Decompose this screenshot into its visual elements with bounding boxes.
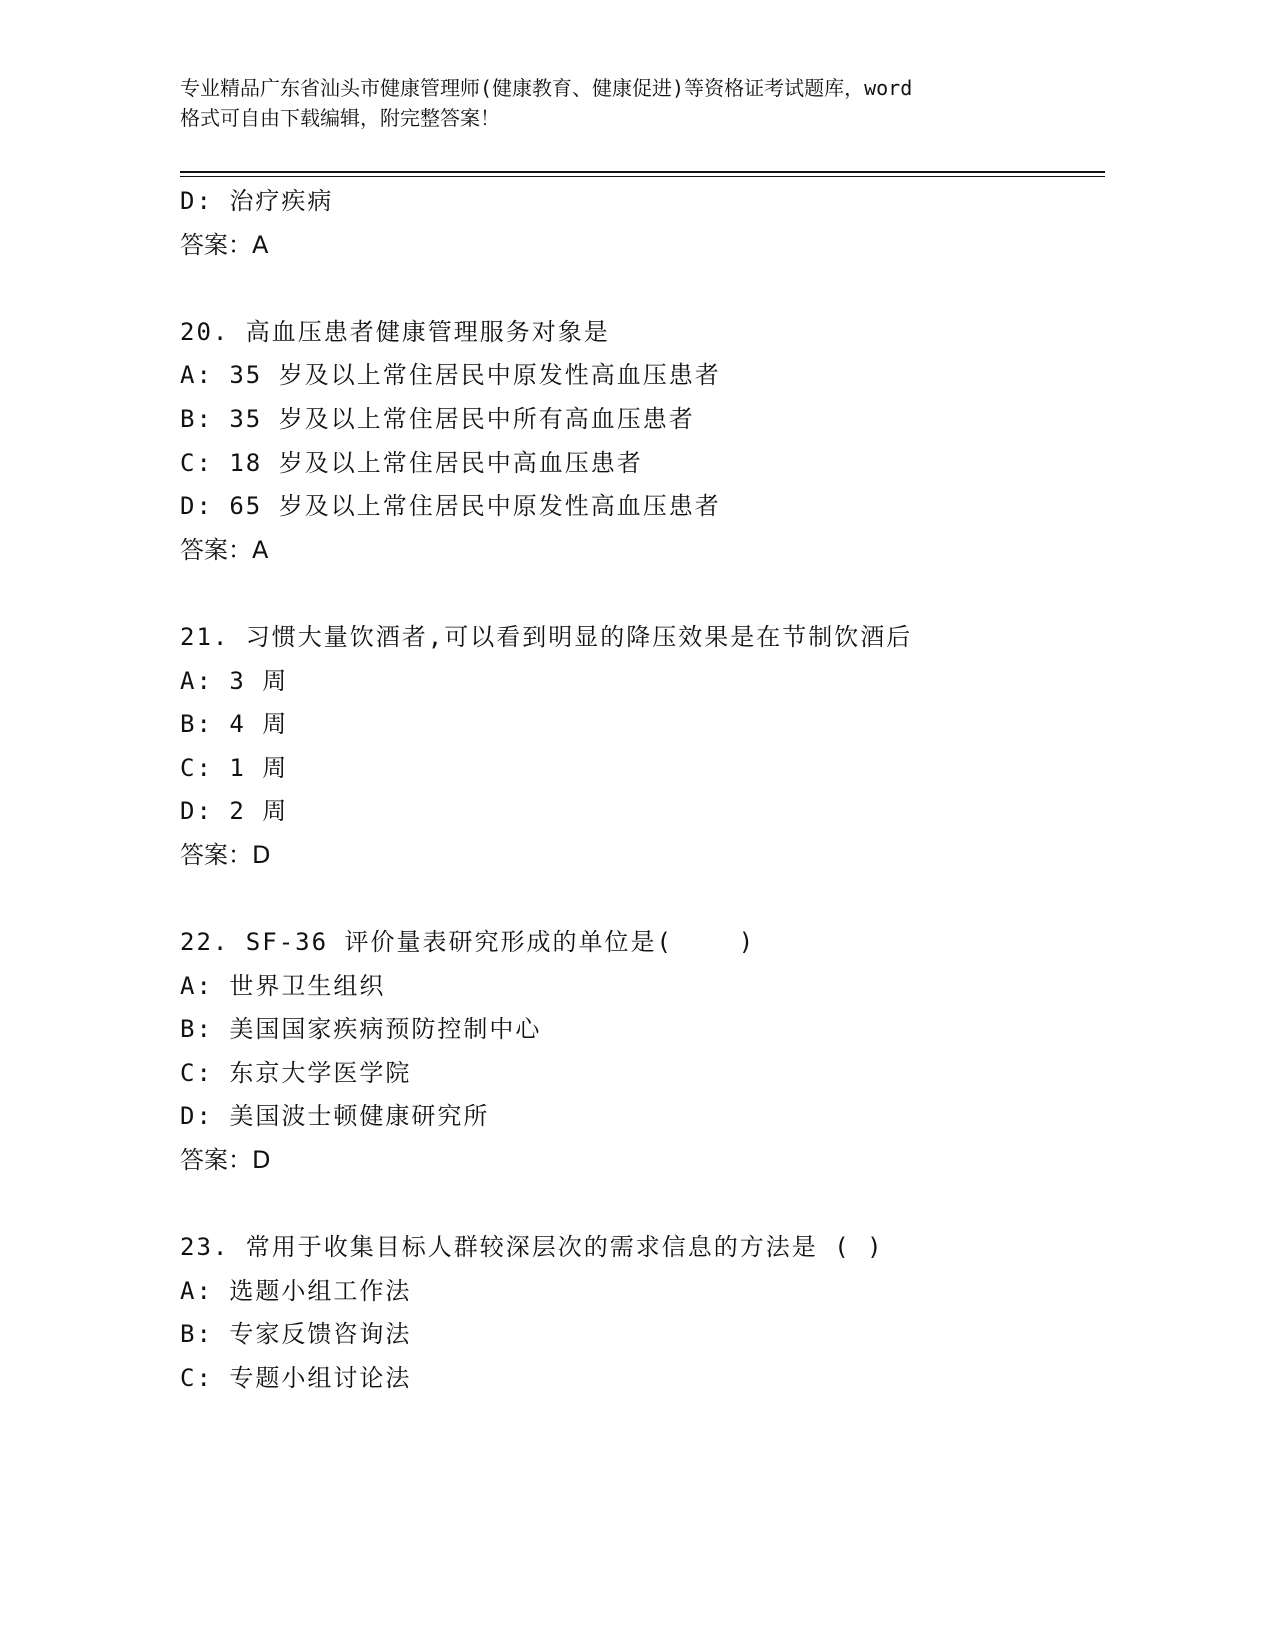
question-list xyxy=(180,180,1105,1444)
question-20 xyxy=(180,311,1105,573)
question-stem: 23. 常用于收集目标人群较深层次的需求信息的方法是 ( ) xyxy=(180,1233,884,1262)
answer: 答案：A xyxy=(180,535,269,564)
option-c: C: 18 岁及以上常住居民中高血压患者 xyxy=(180,448,643,477)
question-stem: 20. 高血压患者健康管理服务对象是 xyxy=(180,317,610,346)
question-21 xyxy=(180,616,1105,878)
header-divider-thick xyxy=(180,171,1105,173)
answer: 答案：A xyxy=(180,230,269,259)
document-header xyxy=(180,73,1060,133)
option-a: A: 世界卫生组织 xyxy=(180,971,386,1000)
option-d: D: 65 岁及以上常住居民中原发性高血压患者 xyxy=(180,492,721,521)
option-a: A: 选题小组工作法 xyxy=(180,1276,412,1305)
question-23 xyxy=(180,1226,1105,1400)
question-fragment xyxy=(180,180,1105,267)
option-a: A: 35 岁及以上常住居民中原发性高血压患者 xyxy=(180,361,721,390)
option-b: B: 美国国家疾病预防控制中心 xyxy=(180,1015,542,1044)
header-divider-thin xyxy=(180,176,1105,177)
option-b: B: 35 岁及以上常住居民中所有高血压患者 xyxy=(180,404,695,433)
option-c: C: 1 周 xyxy=(180,753,289,782)
answer: 答案：D xyxy=(180,1146,271,1175)
option-b: B: 专家反馈咨询法 xyxy=(180,1320,412,1349)
option-b: B: 4 周 xyxy=(180,710,289,739)
header-line-2: 格式可自由下载编辑，附完整答案！ xyxy=(180,106,500,130)
option-c: C: 专题小组讨论法 xyxy=(180,1364,412,1393)
option-d: D: 2 周 xyxy=(180,797,289,826)
option-d: D: 美国波士顿健康研究所 xyxy=(180,1102,490,1131)
question-stem: 22. SF-36 评价量表研究形成的单位是( ) xyxy=(180,928,756,957)
question-22 xyxy=(180,921,1105,1183)
answer: 答案：D xyxy=(180,840,271,869)
question-stem: 21. 习惯大量饮酒者,可以看到明显的降压效果是在节制饮酒后 xyxy=(180,622,913,651)
option-c: C: 东京大学医学院 xyxy=(180,1058,412,1087)
option-a: A: 3 周 xyxy=(180,666,289,695)
header-line-1: 专业精品广东省汕头市健康管理师(健康教育、健康促进)等资格证考试题库，word xyxy=(180,76,913,100)
option-d: D: 治疗疾病 xyxy=(180,187,334,215)
